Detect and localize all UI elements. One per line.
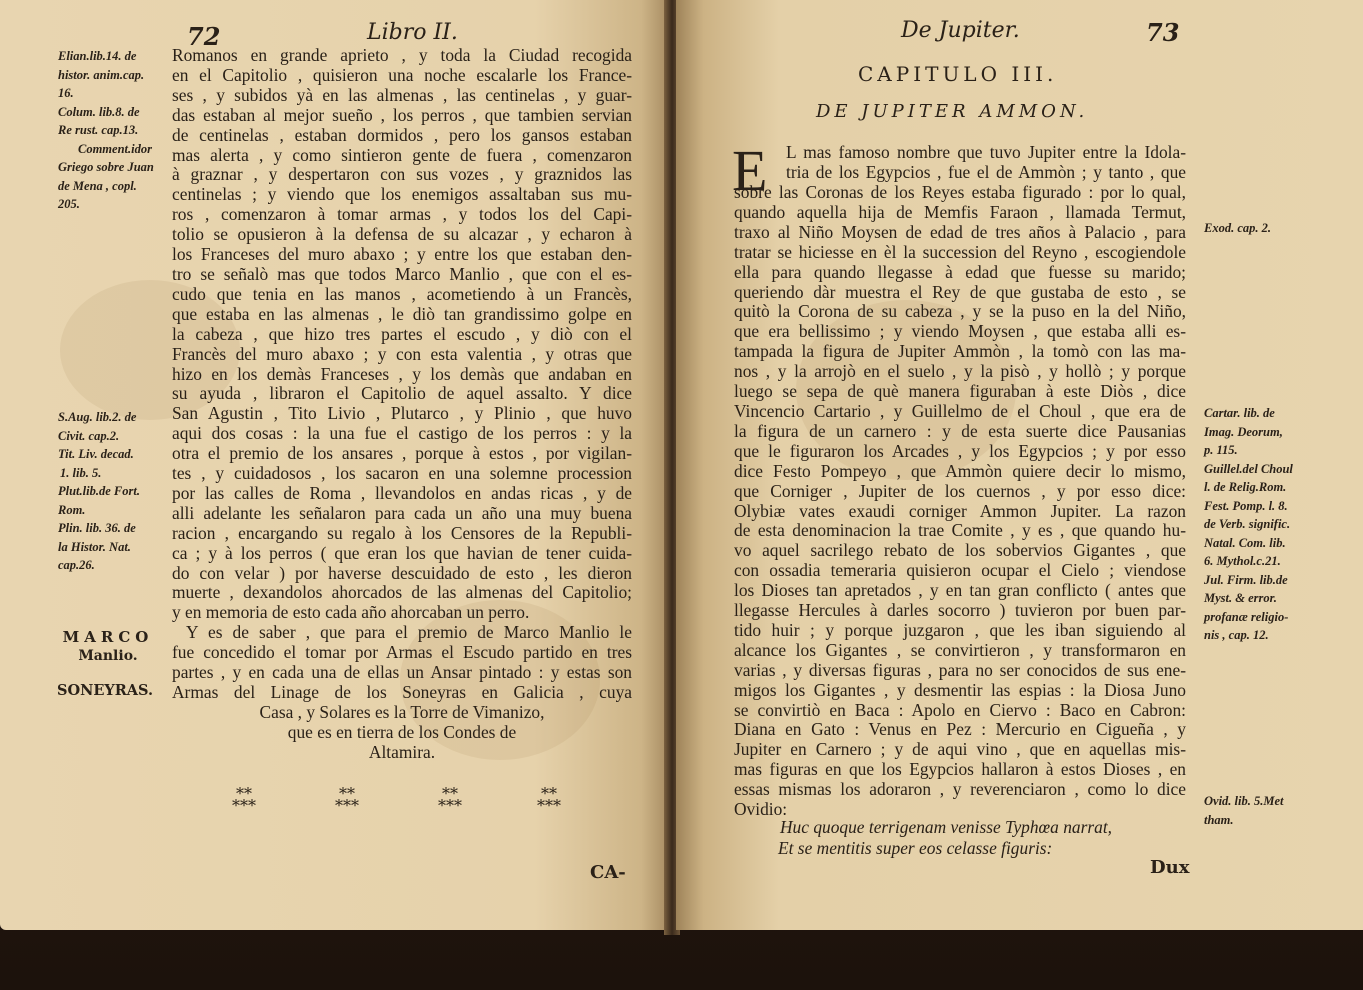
- text-line: do con velar ) por haverse descuidado de esto , les dieron: [172, 562, 632, 583]
- ornament-asterism: ** ***: [335, 784, 359, 815]
- right-margin-notes: [1204, 404, 1293, 645]
- margin-note-line: S.Aug. lib.2. de: [58, 410, 137, 424]
- left-page-number: 72: [187, 22, 221, 51]
- text-line: los Franceses del muro abaxo ; y entre los que estaban den-: [172, 244, 632, 265]
- text-line: en el Capitolio , quisieron una noche escalarle los France-: [172, 64, 632, 85]
- margin-note-line: Comment.idor: [78, 141, 152, 156]
- text-line: L mas famoso nombre que tuvo Jupiter entre la Idola-: [786, 142, 1186, 162]
- latin-verse: [780, 817, 1112, 859]
- text-line: que le figuraron los Arcades , y los Egypcios ; y por esso: [734, 440, 1186, 461]
- text-line: essas mismas los adoraron , y reverenciaron , como lo dice: [734, 779, 1186, 800]
- text-line: ses , y subidos yà en las almenas , las centinelas , y guar-: [172, 84, 632, 105]
- text-line: tratar se hiciesse en èl la succession del Reyno , escogiendole: [734, 241, 1186, 262]
- text-line: tro se señalò mas que todos Marco Manlio , que con el es-: [172, 263, 632, 284]
- margin-note-line: Fest. Pomp. l. 8.: [1204, 498, 1288, 513]
- text-line: tido huir ; y porque juzgaron , que les iban siguiendo al: [734, 619, 1186, 640]
- margin-note-line: Plin. lib. 36. de: [58, 521, 136, 535]
- text-line: que Corniger , Jupiter de los cuernos , y por esso dice:: [734, 480, 1186, 501]
- text-line: traxo al Niño Moysen de edad de tres años à Palacio , para: [734, 221, 1186, 242]
- ornament-asterism: ** ***: [438, 784, 462, 815]
- left-page: [0, 0, 668, 930]
- text-line: con ossadia temeraria quisieron ocupar el Cielo ; viendose: [734, 560, 1186, 581]
- right-page-number: 73: [1146, 18, 1180, 47]
- verse-line: Huc quoque terrigenam venisse Typhœa narrat,: [780, 817, 1112, 837]
- margin-note-line: Natal. Com. lib.: [1204, 535, 1286, 550]
- text-line: tes , y cuidadosos , los sacaron en una solemne procession: [172, 463, 632, 484]
- text-line: hizo en los demàs Franceses , y los demàs que andaban en: [172, 363, 632, 384]
- text-line: por las calles de Roma , llevandolos en andas ricas , y de: [172, 482, 632, 503]
- side-caption-soneyras: SONEYRAS.: [56, 682, 154, 699]
- text-line: Altamira.: [368, 741, 436, 762]
- ornament-asterism: ** ***: [537, 784, 561, 815]
- text-line: Vincencio Cartario , y Guillelmo de el Choul , que era de: [734, 400, 1186, 421]
- text-line: sobre las Coronas de los Reyes estaba figurado : por lo qual,: [734, 182, 1186, 202]
- verse-line: Et se mentitis super eos celasse figuris:: [778, 838, 1053, 858]
- text-line: otra el premio de los ansares , porque à estos , por vigilan-: [172, 443, 632, 464]
- margin-note-line: de Verb. signific.: [1204, 517, 1291, 531]
- text-line: Jupiter en Carnero ; y de aqui vino , que en aquellas mis-: [734, 739, 1186, 760]
- text-line: de centinelas , estaban dormidos , pero los gansos estaban: [172, 124, 632, 145]
- text-line: Armas del Linage de los Soneyras en Galicia , cuya: [172, 682, 632, 702]
- text-line: centinelas ; y viendo que los enemigos assaltaban sus mu-: [172, 184, 632, 205]
- margin-note-line: Colum. lib.8. de: [58, 104, 140, 119]
- left-margin-notes-bottom: [58, 408, 140, 575]
- margin-note-line: la Histor. Nat.: [58, 539, 131, 554]
- text-line: nos , y la arrojò en el suelo , y la pisò , y hollò ; y porque: [734, 361, 1186, 382]
- text-line: tampada la figura de Jupiter Ammòn , la tomò con las ma-: [734, 341, 1186, 362]
- text-line: à graznar , y despertaron con sus vozes , y graznidos las: [172, 164, 632, 185]
- margin-note-line: Cartar. lib. de: [1204, 406, 1275, 420]
- text-line: mas figuras en que los Egypcios hallaron à estos Dioses , en: [734, 759, 1186, 780]
- text-line: Ovidio:: [734, 799, 788, 820]
- margin-note-line: profanæ religio-: [1204, 609, 1289, 624]
- left-catchword: CA-: [590, 862, 626, 883]
- text-line: cudo que tenia en las manos , acometiendo à un Francès,: [172, 283, 632, 304]
- text-line: alli adelante les señalaron para cada un año una muy buena: [172, 502, 632, 523]
- ornament-asterism: ** ***: [232, 784, 256, 815]
- text-line: Olybiæ vates exaudi corniger Ammon Jupiter. La razon: [734, 500, 1186, 521]
- text-line: muerte , dexandolos ahorcados de las almenas del Capitolio;: [172, 582, 632, 603]
- text-line: fue concedido el tomar por Armas el Escudo partido en tres: [172, 642, 632, 663]
- text-line: Romanos en grande aprieto , y toda la Ciudad recogida: [172, 45, 632, 65]
- margin-note-line: Elian.lib.14. de: [58, 49, 137, 63]
- margin-note-line: tham.: [1204, 812, 1234, 827]
- text-line: quitò la Corona de su cabeza , y se la puso en la del Niño,: [734, 301, 1186, 322]
- text-line: alcance los Gigantes , se convirtieron , y transformaron en: [734, 639, 1186, 660]
- margin-note-line: Civit. cap.2.: [58, 428, 120, 443]
- margin-note-line: Myst. & error.: [1204, 591, 1277, 605]
- right-page: [676, 0, 1363, 930]
- text-line: la figura de un carnero : y de esta suerte dice Pausanias: [734, 420, 1186, 441]
- right-margin-exod: Exod. cap. 2.: [1204, 221, 1272, 235]
- text-line: que era bellissimo ; y viendo Moysen , que estaba alli es-: [734, 321, 1186, 342]
- right-running-head: De Jupiter.: [901, 18, 1020, 43]
- margin-note-line: de Mena , copl.: [58, 178, 137, 193]
- margin-note-line: Jul. Firm. lib.de: [1204, 572, 1288, 587]
- chapter-title: CAPITULO III.: [858, 62, 1058, 86]
- margin-note-line: p. 115.: [1204, 443, 1238, 457]
- text-line: Diana en Gato : Venus en Pez : Mercurio en Cigueña , y: [734, 719, 1186, 740]
- left-running-head: Libro II.: [367, 20, 458, 45]
- margin-note-line: histor. anim.cap.: [58, 67, 145, 82]
- margin-note-line: cap.26.: [58, 558, 95, 572]
- text-line: que es en tierra de los Condes de: [287, 721, 517, 742]
- text-line: dice Festo Pompeyo , que Ammòn quiere decir lo mismo,: [734, 460, 1186, 481]
- text-line: los Dioses tan apretados , y en tan gran conflicto ( antes que: [734, 580, 1186, 601]
- text-line: tolio se opusieron à la defensa de su alcazar , y echaron à: [172, 224, 632, 245]
- text-line: de esta denominacion la trae Comite , y es , que quando hu-: [734, 520, 1186, 541]
- text-line: mas alerta , y como sintieron gente de fuera , comenzaron: [172, 144, 632, 165]
- text-line: ca ; y à los perros ( que eran los que havian de tener cuida-: [172, 542, 632, 563]
- text-line: ella para quando llegasse à edad que fuesse su marido;: [734, 261, 1186, 282]
- margin-note-line: 6. Mythol.c.21.: [1204, 554, 1281, 568]
- text-line: ros , comenzaron à tomar armas , y todos los del Capi-: [172, 204, 632, 225]
- text-line: San Agustin , Tito Livio , Plutarco , y Plinio , que huvo: [172, 403, 632, 424]
- text-line: tria de los Egypcios , fue el de Ammòn ; y tanto , que: [786, 161, 1186, 182]
- text-line: Y es de saber , que para el premio de Marco Manlio le: [186, 622, 632, 643]
- left-body-text: [172, 46, 632, 763]
- text-line: y en memoria de esto cada año ahorcaban un perro.: [172, 602, 530, 623]
- text-line: aqui dos cosas : la una fue el castigo de los perros : y la: [172, 423, 632, 444]
- text-line: das estaban al mejor sueño , los perros , que tambien servian: [172, 104, 632, 125]
- margin-note-line: Griego sobre Juan: [58, 160, 154, 174]
- text-line: llegasse Hercules à darles socorro ) tuvieron por buen par-: [734, 600, 1186, 621]
- margin-note-line: 205.: [58, 197, 80, 211]
- margin-note-line: l. de Relig.Rom.: [1204, 480, 1287, 494]
- margin-note-line: 1. lib. 5.: [60, 465, 102, 480]
- text-line: racion , encargando su regalo à los Censores de la Republi-: [172, 522, 632, 543]
- right-catchword: Dux: [1150, 857, 1190, 878]
- margin-note-line: nis , cap. 12.: [1204, 628, 1269, 642]
- text-line: la cabeza , que hizo tres partes el escudo , y diò con el: [172, 323, 632, 344]
- text-line: quando aquella hija de Memfis Faraon , llamada Termut,: [734, 201, 1186, 222]
- margin-note-line: 16.: [58, 86, 74, 100]
- text-line: luego se sepa de què manera figuraban à este Diòs , dice: [734, 381, 1186, 402]
- text-line: migos los Gigantes , y desmentir las espias : la Diosa Juno: [734, 679, 1186, 700]
- left-margin-notes-top: [58, 47, 154, 214]
- text-line: partes , y en cada una de ellas un Ansar pintado : y estas son: [172, 662, 632, 683]
- text-line: vo aquel sacrilego rebato de los sobervios Gigantes , que: [734, 540, 1186, 561]
- text-line: su ayuda , libraron el Capitolio de aquel assalto. Y dice: [172, 383, 632, 404]
- chapter-subtitle: DE JUPITER AMMON.: [816, 101, 1089, 122]
- right-body-text: [734, 183, 1186, 820]
- right-margin-ovid: [1204, 792, 1284, 829]
- margin-note-line: Ovid. lib. 5.Met: [1204, 794, 1284, 808]
- text-line: queriendo dàr muestra el Rey de que gustaba de esto , se: [734, 281, 1186, 302]
- side-caption-manlio: Manlio.: [78, 648, 138, 664]
- margin-note-line: Re rust. cap.13.: [58, 123, 139, 137]
- margin-note-line: Guillel.del Choul: [1204, 461, 1293, 476]
- side-caption-marco: MARCO: [62, 628, 154, 646]
- drop-cap: E: [732, 138, 768, 203]
- text-line: que estaba en las almenas , le diò tan grandissimo golpe en: [172, 303, 632, 324]
- margin-note-line: Rom.: [58, 502, 86, 517]
- text-line: Francès del muro abaxo ; y con esta valentia , y otras que: [172, 343, 632, 364]
- text-line: se convirtiò en Baca : Apolo en Ciervo : Baco en Cabron:: [734, 699, 1186, 720]
- margin-note-line: Imag. Deorum,: [1204, 424, 1283, 439]
- right-first-lines: [786, 143, 1186, 183]
- text-line: varias , y diversas figuras , para no ser conocidos de sus ene-: [734, 659, 1186, 680]
- text-line: Casa , y Solares es la Torre de Vimanizo,: [259, 701, 545, 722]
- margin-note-line: Tit. Liv. decad.: [58, 447, 134, 461]
- margin-note-line: Plut.lib.de Fort.: [58, 484, 140, 498]
